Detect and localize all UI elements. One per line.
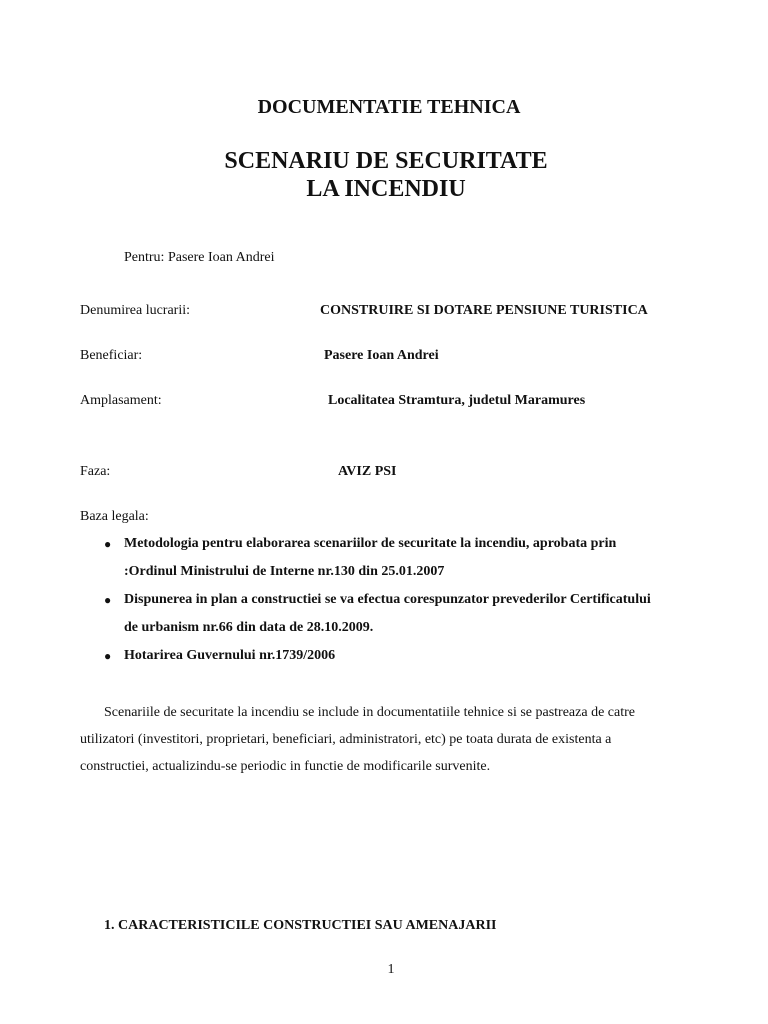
page-number: 1 — [387, 962, 395, 977]
document-type-heading: DOCUMENTATIE TEHNICA — [257, 96, 521, 118]
beneficiar-value: Pasere Ioan Andrei — [324, 348, 439, 363]
legal-basis-label: Baza legala: — [80, 509, 149, 524]
legal-item-1-line-2: :Ordinul Ministrului de Interne nr.130 din 25.01.2007 — [124, 564, 445, 579]
faza-label: Faza: — [80, 464, 111, 479]
amplasament-value: Localitatea Stramtura, judetul Maramures — [328, 393, 586, 408]
faza-value: AVIZ PSI — [338, 464, 397, 479]
document-title-line-2: LA INCENDIU — [306, 176, 466, 202]
legal-item-1-line-1: Metodologia pentru elaborarea scenariilor de securitate la incendiu, aprobata prin — [124, 536, 617, 551]
paragraph-line-3: constructiei, actualizindu-se periodic in functie de modificarile survenite. — [80, 759, 491, 774]
document-title-line-1: SCENARIU DE SECURITATE — [224, 148, 548, 174]
legal-item-2-line-1: Dispunerea in plan a constructiei se va efectua corespunzator prevederilor Certificatului — [124, 592, 651, 607]
lucrare-label: Denumirea lucrarii: — [80, 303, 191, 318]
amplasament-label: Amplasament: — [80, 393, 162, 408]
for-line: Pentru: Pasere Ioan Andrei — [124, 250, 275, 265]
lucrare-value: CONSTRUIRE SI DOTARE PENSIUNE TURISTICA — [320, 303, 648, 318]
legal-item-2-line-2: de urbanism nr.66 din data de 28.10.2009. — [124, 620, 374, 635]
bullet-icon: ● — [104, 593, 112, 607]
paragraph-line-1: Scenariile de securitate la incendiu se include in documentatiile tehnice si se pastreaza de catre — [104, 705, 635, 720]
beneficiar-label: Beneficiar: — [80, 348, 143, 363]
legal-item-3-line-1: Hotarirea Guvernului nr.1739/2006 — [124, 648, 336, 663]
bullet-icon: ● — [104, 649, 112, 663]
section-heading: 1. CARACTERISTICILE CONSTRUCTIEI SAU AMENAJARII — [104, 918, 497, 933]
bullet-icon: ● — [104, 537, 112, 551]
paragraph-line-2: utilizatori (investitori, proprietari, beneficiari, administratori, etc) pe toata durata de existenta a — [80, 732, 612, 747]
